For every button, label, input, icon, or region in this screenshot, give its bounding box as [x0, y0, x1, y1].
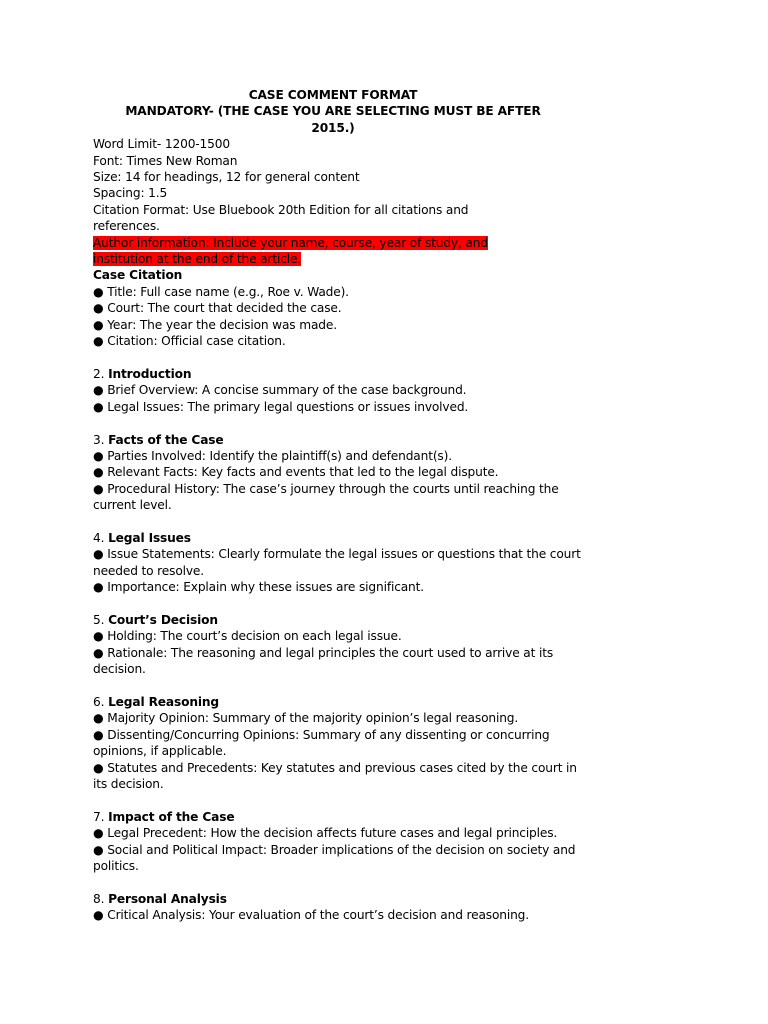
- section-spacer: [93, 792, 573, 808]
- section-number: 7.: [93, 809, 105, 824]
- section-heading: [93, 530, 573, 546]
- section-line: ● Holding: The court’s decision on each legal issue.: [93, 629, 402, 644]
- section-title: Legal Issues: [108, 530, 191, 545]
- section-heading: [93, 612, 573, 628]
- section-line: ● Legal Precedent: How the decision affects future cases and legal principles.: [93, 826, 558, 841]
- section-heading: [93, 809, 573, 825]
- section-title: Court’s Decision: [108, 612, 218, 627]
- citation-format-line-1: Citation Format: Use Bluebook 20th Edition for all citations and: [93, 202, 469, 217]
- section-line: ● Legal Issues: The primary legal questions or issues involved.: [93, 399, 469, 414]
- section-heading: [93, 432, 573, 448]
- case-citation-item: ● Citation: Official case citation.: [93, 334, 286, 349]
- size-spec: Size: 14 for headings, 12 for general content: [93, 170, 360, 185]
- author-info-highlight-2: institution at the end of the article.: [93, 252, 302, 267]
- section-line: politics.: [93, 859, 139, 873]
- case-citation-heading: Case Citation: [93, 268, 183, 283]
- case-citation-item: ● Court: The court that decided the case.: [93, 301, 342, 316]
- section-line: decision.: [93, 662, 146, 677]
- section-title: Legal Reasoning: [108, 694, 219, 709]
- section-title: Introduction: [108, 366, 192, 381]
- section-line: ● Importance: Explain why these issues are significant.: [93, 580, 424, 595]
- section-line: its decision.: [93, 776, 164, 791]
- section-line: opinions, if applicable.: [93, 744, 227, 759]
- section-spacer: [93, 874, 573, 890]
- author-info-line-2: [93, 251, 573, 267]
- section-title: Facts of the Case: [108, 432, 224, 447]
- font-spec: Font: Times New Roman: [93, 153, 238, 168]
- section-line: ● Dissenting/Concurring Opinions: Summary of any dissenting or concurring: [93, 727, 550, 742]
- section-line: ● Social and Political Impact: Broader implications of the decision on society and: [93, 842, 576, 857]
- section-line: ● Relevant Facts: Key facts and events that led to the legal dispute.: [93, 465, 499, 480]
- section-number: 6.: [93, 694, 105, 709]
- section-line: ● Issue Statements: Clearly formulate the legal issues or questions that the court: [93, 547, 581, 562]
- section-number: 8.: [93, 891, 105, 906]
- section-line: ● Brief Overview: A concise summary of the case background.: [93, 383, 467, 398]
- author-info-highlight-1: Author information: Include your name, course, year of study, and: [93, 235, 488, 250]
- author-info-line-1: [93, 235, 573, 251]
- word-limit: Word Limit- 1200-1500: [93, 137, 230, 152]
- citation-format-line-2: references.: [93, 219, 160, 234]
- case-citation-item: ● Year: The year the decision was made.: [93, 317, 337, 332]
- sections-container: [93, 350, 581, 924]
- case-citation-item: ● Title: Full case name (e.g., Roe v. Wade).: [93, 284, 349, 299]
- section-line: ● Rationale: The reasoning and legal principles the court used to arrive at its: [93, 645, 554, 660]
- section-line: ● Parties Involved: Identify the plaintiff(s) and defendant(s).: [93, 448, 452, 463]
- section-line: ● Critical Analysis: Your evaluation of the court’s decision and reasoning.: [93, 908, 529, 923]
- section-line: ● Statutes and Precedents: Key statutes and previous cases cited by the court in: [93, 760, 577, 775]
- section-heading: [93, 891, 573, 907]
- mandatory-note-line-2: 2015.): [311, 120, 355, 135]
- section-title: Impact of the Case: [108, 809, 235, 824]
- section-heading: [93, 366, 573, 382]
- document-title: CASE COMMENT FORMAT: [248, 88, 418, 102]
- section-number: 2.: [93, 366, 105, 381]
- section-spacer: [93, 415, 573, 431]
- section-number: 4.: [93, 530, 105, 545]
- mandatory-note-line-1: MANDATORY- (THE CASE YOU ARE SELECTING MUST BE AFTER: [125, 104, 541, 119]
- section-number: 5.: [93, 612, 105, 627]
- section-heading: [93, 694, 573, 710]
- section-spacer: [93, 678, 573, 694]
- document-body: [93, 87, 581, 924]
- section-line: ● Procedural History: The case’s journey through the courts until reaching the: [93, 481, 559, 496]
- section-line: ● Majority Opinion: Summary of the majority opinion’s legal reasoning.: [93, 711, 519, 726]
- section-line: current level.: [93, 498, 172, 513]
- section-line: needed to resolve.: [93, 563, 204, 578]
- section-spacer: [93, 596, 573, 612]
- section-title: Personal Analysis: [108, 891, 227, 906]
- spacing-spec: Spacing: 1.5: [93, 186, 168, 201]
- section-spacer: [93, 514, 573, 530]
- section-spacer: [93, 350, 573, 366]
- section-number: 3.: [93, 432, 105, 447]
